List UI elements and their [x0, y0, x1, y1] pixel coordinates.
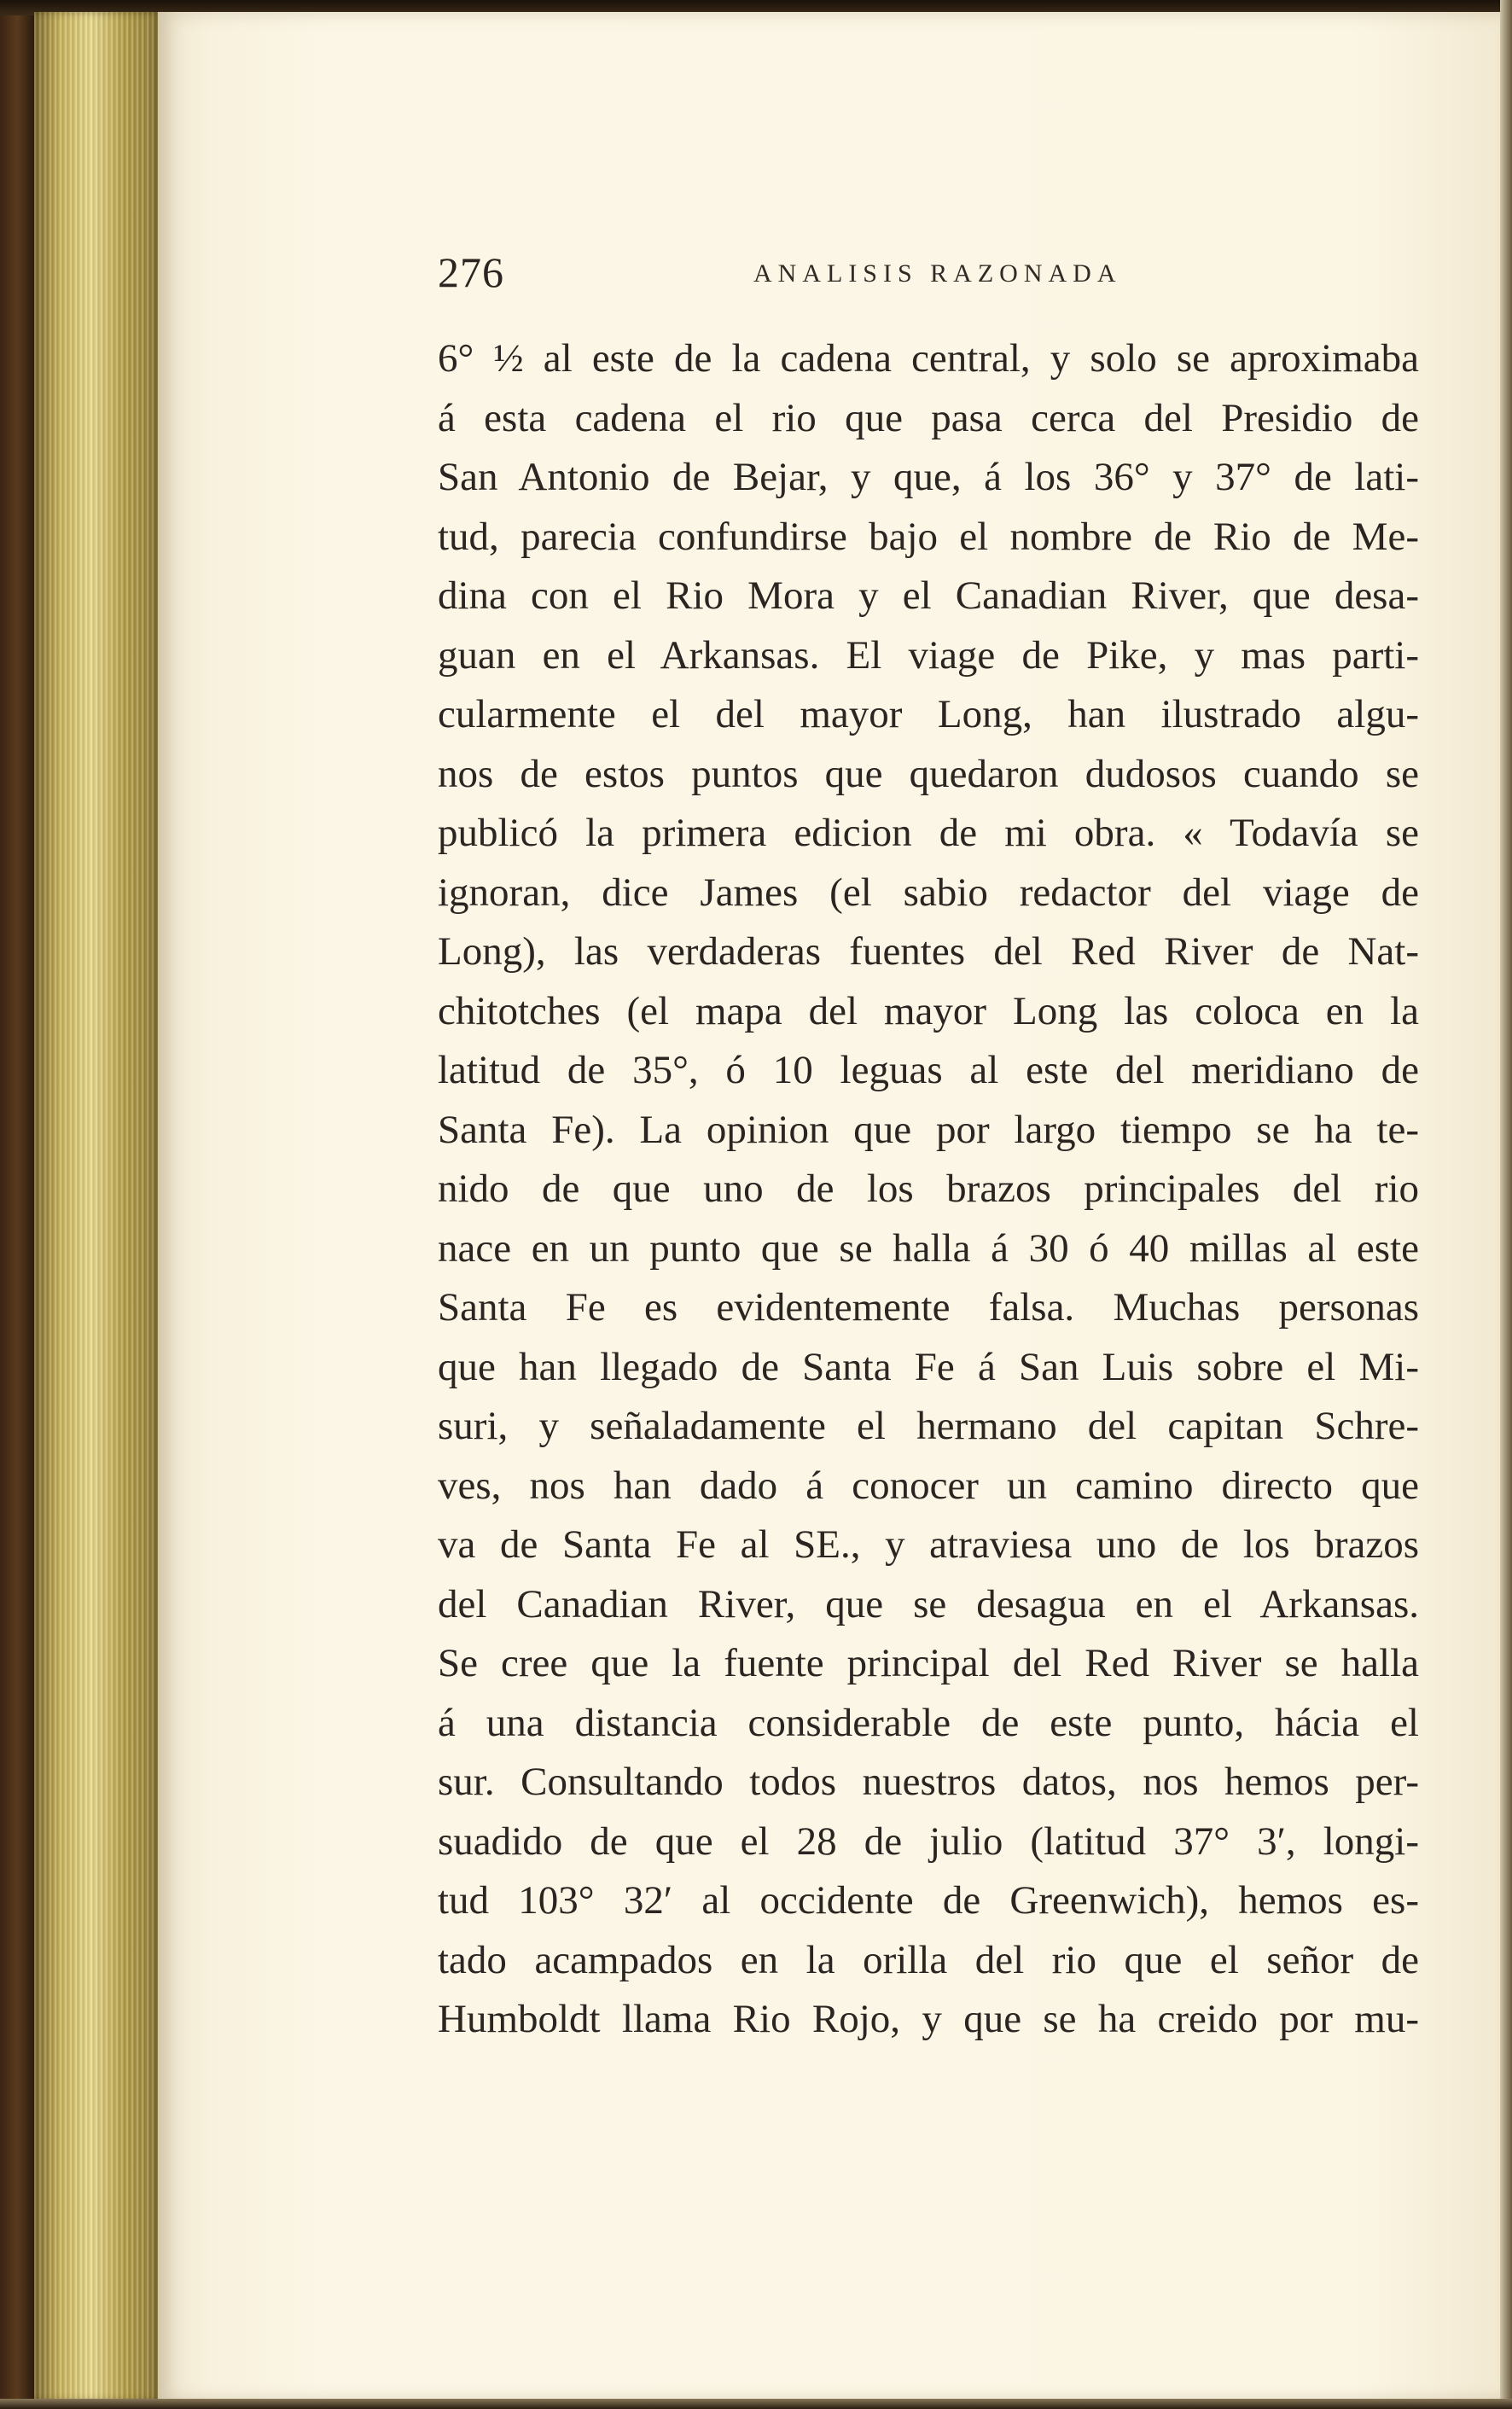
text-line: tud 103° 32′ al occidente de Greenwich), hemos es-: [438, 1878, 1419, 1923]
text-line: 6° ½ al este de la cadena central, y solo se aproximaba: [438, 336, 1419, 381]
bottom-edge: [0, 2399, 1512, 2409]
body-text: [438, 329, 1419, 2050]
text-line: publicó la primera edicion de mi obra. « Todavía se: [438, 811, 1419, 855]
right-page-shadow: [1500, 0, 1512, 2409]
text-line: suadido de que el 28 de julio (latitud 37° 3′, longi-: [438, 1818, 1419, 1864]
text-line: cularmente el del mayor Long, han ilustrado algu-: [438, 692, 1419, 736]
text-line: va de Santa Fe al SE., y atraviesa uno de los brazos: [438, 1522, 1419, 1567]
text-line: guan en el Arkansas. El viage de Pike, y mas parti-: [438, 632, 1419, 678]
page-number: 276: [438, 248, 504, 296]
text-line: Se cree que la fuente principal del Red River se halla: [438, 1641, 1419, 1685]
text-line: Santa Fe es evidentemente falsa. Muchas personas: [438, 1285, 1419, 1330]
text-line: latitud de 35°, ó 10 leguas al este del meridiano de: [438, 1048, 1419, 1092]
text-line: Humboldt llama Rio Rojo, y que se ha creido por mu-: [438, 1997, 1419, 2041]
running-head: ANALISIS RAZONADA: [753, 259, 1122, 288]
text-line: Long), las verdaderas fuentes del Red River de Nat-: [438, 929, 1419, 974]
text-line: Santa Fe). La opinion que por largo tiempo se ha te-: [438, 1107, 1419, 1152]
text-line: chitotches (el mapa del mayor Long las coloca en la: [438, 988, 1419, 1033]
text-line: dina con el Rio Mora y el Canadian River, que desa-: [438, 573, 1419, 618]
text-line: ignoran, dice James (el sabio redactor del viage de: [438, 870, 1419, 915]
page-header: [438, 247, 1419, 307]
text-line: nido de que uno de los brazos principales del rio: [438, 1167, 1419, 1211]
text-line: suri, y señaladamente el hermano del capitan Schre-: [438, 1404, 1419, 1448]
text-line: á una distancia considerable de este punto, hácia el: [438, 1700, 1419, 1745]
text-line: sur. Consultando todos nuestros datos, nos hemos per-: [438, 1760, 1419, 1804]
text-line: San Antonio de Bejar, y que, á los 36° y 37° de lati-: [438, 455, 1419, 499]
text-line: del Canadian River, que se desagua en el Arkansas.: [438, 1581, 1419, 1626]
text-line: nos de estos puntos que quedaron dudosos cuando se: [438, 751, 1419, 796]
text-line: á esta cadena el rio que pasa cerca del Presidio de: [438, 395, 1419, 440]
text-line: tado acampados en la orilla del rio que el señor de: [438, 1937, 1419, 1982]
text-line: ves, nos han dado á conocer un camino directo que: [438, 1463, 1419, 1508]
text-line: tud, parecia confundirse bajo el nombre de Rio de Me-: [438, 514, 1419, 559]
text-line: que han llegado de Santa Fe á San Luis sobre el Mi-: [438, 1344, 1419, 1389]
text-line: nace en un punto que se halla á 30 ó 40 millas al este: [438, 1225, 1419, 1271]
gilt-page-edges: [34, 12, 162, 2401]
